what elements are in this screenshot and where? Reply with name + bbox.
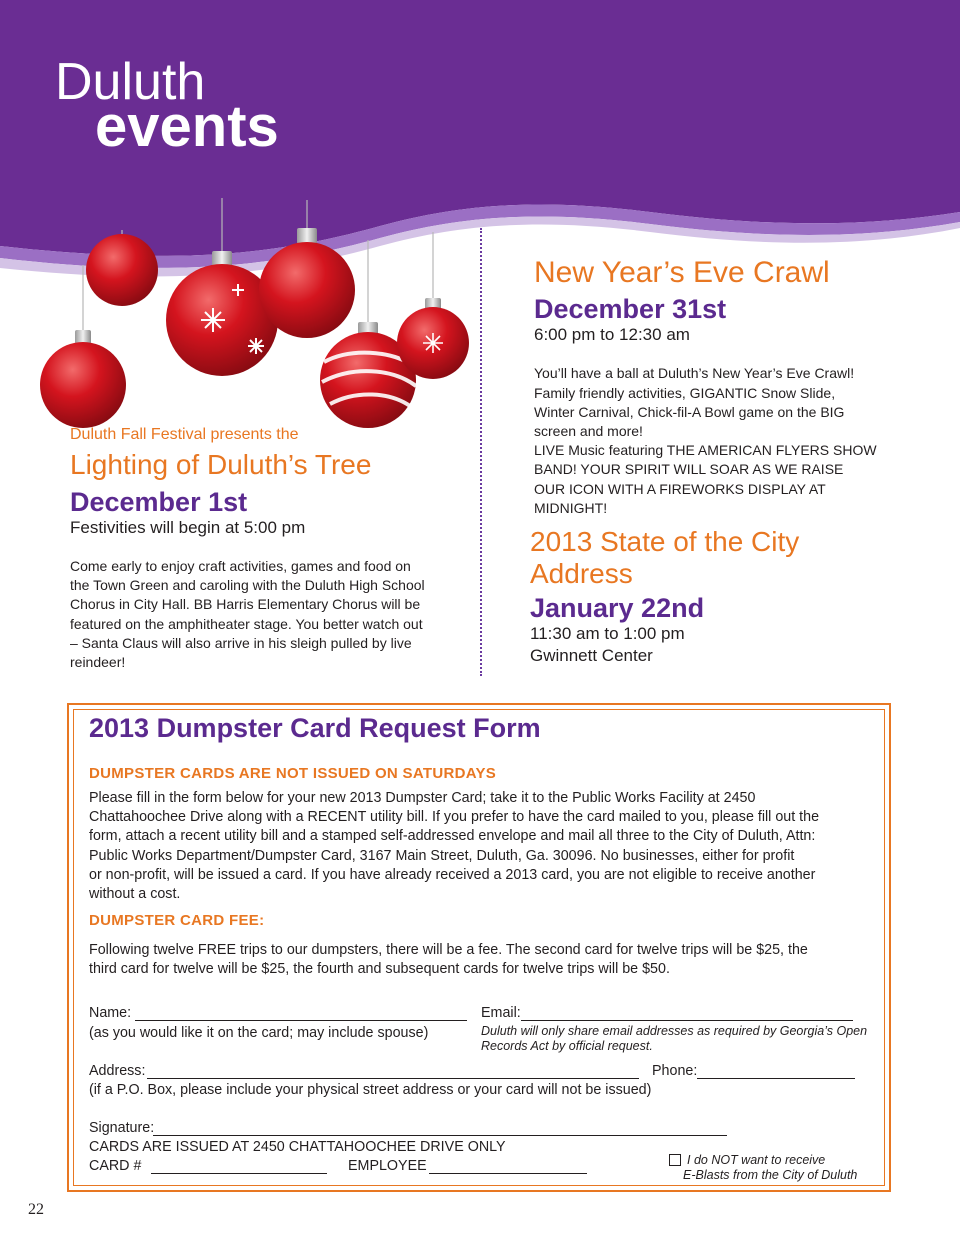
form-intro <box>89 789 869 904</box>
intro-line: Public Works Department/Dumpster Card, 3167 Main Street, Duluth, Ga. 30096. No businesses, either for profit <box>89 847 795 864</box>
event-presenter: Duluth Fall Festival presents the <box>70 426 299 443</box>
email-field[interactable] <box>521 1020 853 1021</box>
event-title: Address <box>530 558 633 589</box>
description-line: MIDNIGHT! <box>534 499 608 516</box>
employee-field[interactable] <box>429 1173 587 1174</box>
phone-label: Phone: <box>652 1063 698 1079</box>
email-label: Email: <box>481 1005 521 1021</box>
brand-title-large: events <box>95 94 279 159</box>
name-field[interactable] <box>135 1020 467 1021</box>
signature-label: Signature: <box>89 1120 155 1136</box>
event-date: December 1st <box>70 486 248 517</box>
optout-label: I do NOT want to receive <box>687 1153 826 1167</box>
fee-line: Following twelve FREE trips to our dumpsters, there will be a fee. The second card for twelve trips will be $25, the <box>89 942 808 958</box>
event-title: Lighting of Duluth’s Tree <box>70 449 372 480</box>
intro-line: Chattahoochee Drive along with a RECENT utility bill. If you prefer to have the card mailed to you, please fill out the <box>89 809 820 826</box>
description-line: BAND! YOUR SPIRIT WILL SOAR AS WE RAISE <box>534 461 844 478</box>
description-line: reindeer! <box>70 654 126 670</box>
intro-line: without a cost. <box>89 886 181 903</box>
state-of-city-event <box>530 526 876 666</box>
description-line: screen and more! <box>534 423 643 439</box>
event-description <box>70 557 434 672</box>
name-note: (as you would like it on the card; may include spouse) <box>89 1025 429 1041</box>
description-line: Winter Carnival, Chick-fil-A Bowl game on the BIG <box>534 403 845 420</box>
event-time: 6:00 pm to 12:30 am <box>534 325 690 345</box>
description-line: Chorus in City Hall. BB Harris Elementary Chorus will be <box>70 596 421 613</box>
optout-label: E-Blasts from the City of Duluth <box>683 1168 858 1182</box>
event-time: Festivities will begin at 5:00 pm <box>70 517 306 537</box>
event-description <box>534 364 880 518</box>
name-label: Name: <box>89 1005 132 1021</box>
event-title: 2013 State of the City <box>530 526 800 557</box>
event-time: 11:30 am to 1:00 pm <box>530 624 685 644</box>
event-title: New Year’s Eve Crawl <box>534 256 830 289</box>
description-line: Family friendly activities, GIGANTIC Snow Slide, <box>534 384 836 401</box>
employee-label: EMPLOYEE <box>348 1158 427 1174</box>
fee-heading: DUMPSTER CARD FEE: <box>89 912 265 929</box>
saturday-notice: DUMPSTER CARDS ARE NOT ISSUED ON SATURDAYS <box>89 765 497 782</box>
email-note-line: Duluth will only share email addresses as required by Georgia’s Open <box>481 1024 868 1038</box>
address-note: (if a P.O. Box, please include your physical street address or your card will not be issued) <box>89 1082 652 1098</box>
intro-line: form, attach a recent utility bill and a stamped self-addressed envelope and mail all three to the City of Duluth, Attn: <box>89 828 816 845</box>
event-location: Gwinnett Center <box>530 646 653 666</box>
new-years-eve-event <box>534 256 880 518</box>
address-label: Address: <box>89 1063 146 1079</box>
brand-title-small: Duluth <box>55 53 206 111</box>
issued-note: CARDS ARE ISSUED AT 2450 CHATTAHOOCHEE DRIVE ONLY <box>89 1139 506 1155</box>
email-note-line: Records Act by official request. <box>481 1039 653 1053</box>
column-divider <box>480 228 482 676</box>
optout-checkbox[interactable] <box>669 1154 681 1166</box>
christmas-ornaments-illustration <box>0 0 480 430</box>
event-date: December 31st <box>534 294 727 324</box>
event-date: January 22nd <box>530 593 705 623</box>
description-line: – Santa Claus will also arrive in his sleigh pulled by live <box>70 634 412 651</box>
phone-field[interactable] <box>697 1078 855 1079</box>
intro-line: or non-profit, will be issued a card. If you have already received a 2013 card, you are not eligible to receive another <box>89 866 816 883</box>
description-line: LIVE Music featuring THE AMERICAN FLYERS SHOW <box>534 442 877 459</box>
description-line: the Town Green and caroling with the Duluth High School <box>70 577 425 594</box>
page-number: 22 <box>28 1201 44 1218</box>
signature-field[interactable] <box>153 1135 727 1136</box>
description-line: You’ll have a ball at Duluth’s New Year’s Eve Crawl! <box>534 365 855 382</box>
description-line: Come early to enjoy craft activities, games and food on <box>70 557 411 574</box>
form-title: 2013 Dumpster Card Request Form <box>89 713 541 743</box>
description-line: featured on the amphitheater stage. You better watch out <box>70 615 423 632</box>
intro-line: Please fill in the form below for your new 2013 Dumpster Card; take it to the Public Works Facility at 2450 <box>89 790 756 806</box>
fee-description <box>89 941 869 979</box>
fee-line: third card for twelve will be $25, the fourth and subsequent cards for twelve trips will be $50. <box>89 961 670 978</box>
tree-lighting-event <box>70 426 434 672</box>
dumpster-card-form <box>67 703 891 1192</box>
address-field[interactable] <box>147 1078 639 1079</box>
description-line: OUR ICON WITH A FIREWORKS DISPLAY AT <box>534 480 826 497</box>
card-number-label: CARD # <box>89 1158 142 1174</box>
card-number-field[interactable] <box>151 1173 327 1174</box>
